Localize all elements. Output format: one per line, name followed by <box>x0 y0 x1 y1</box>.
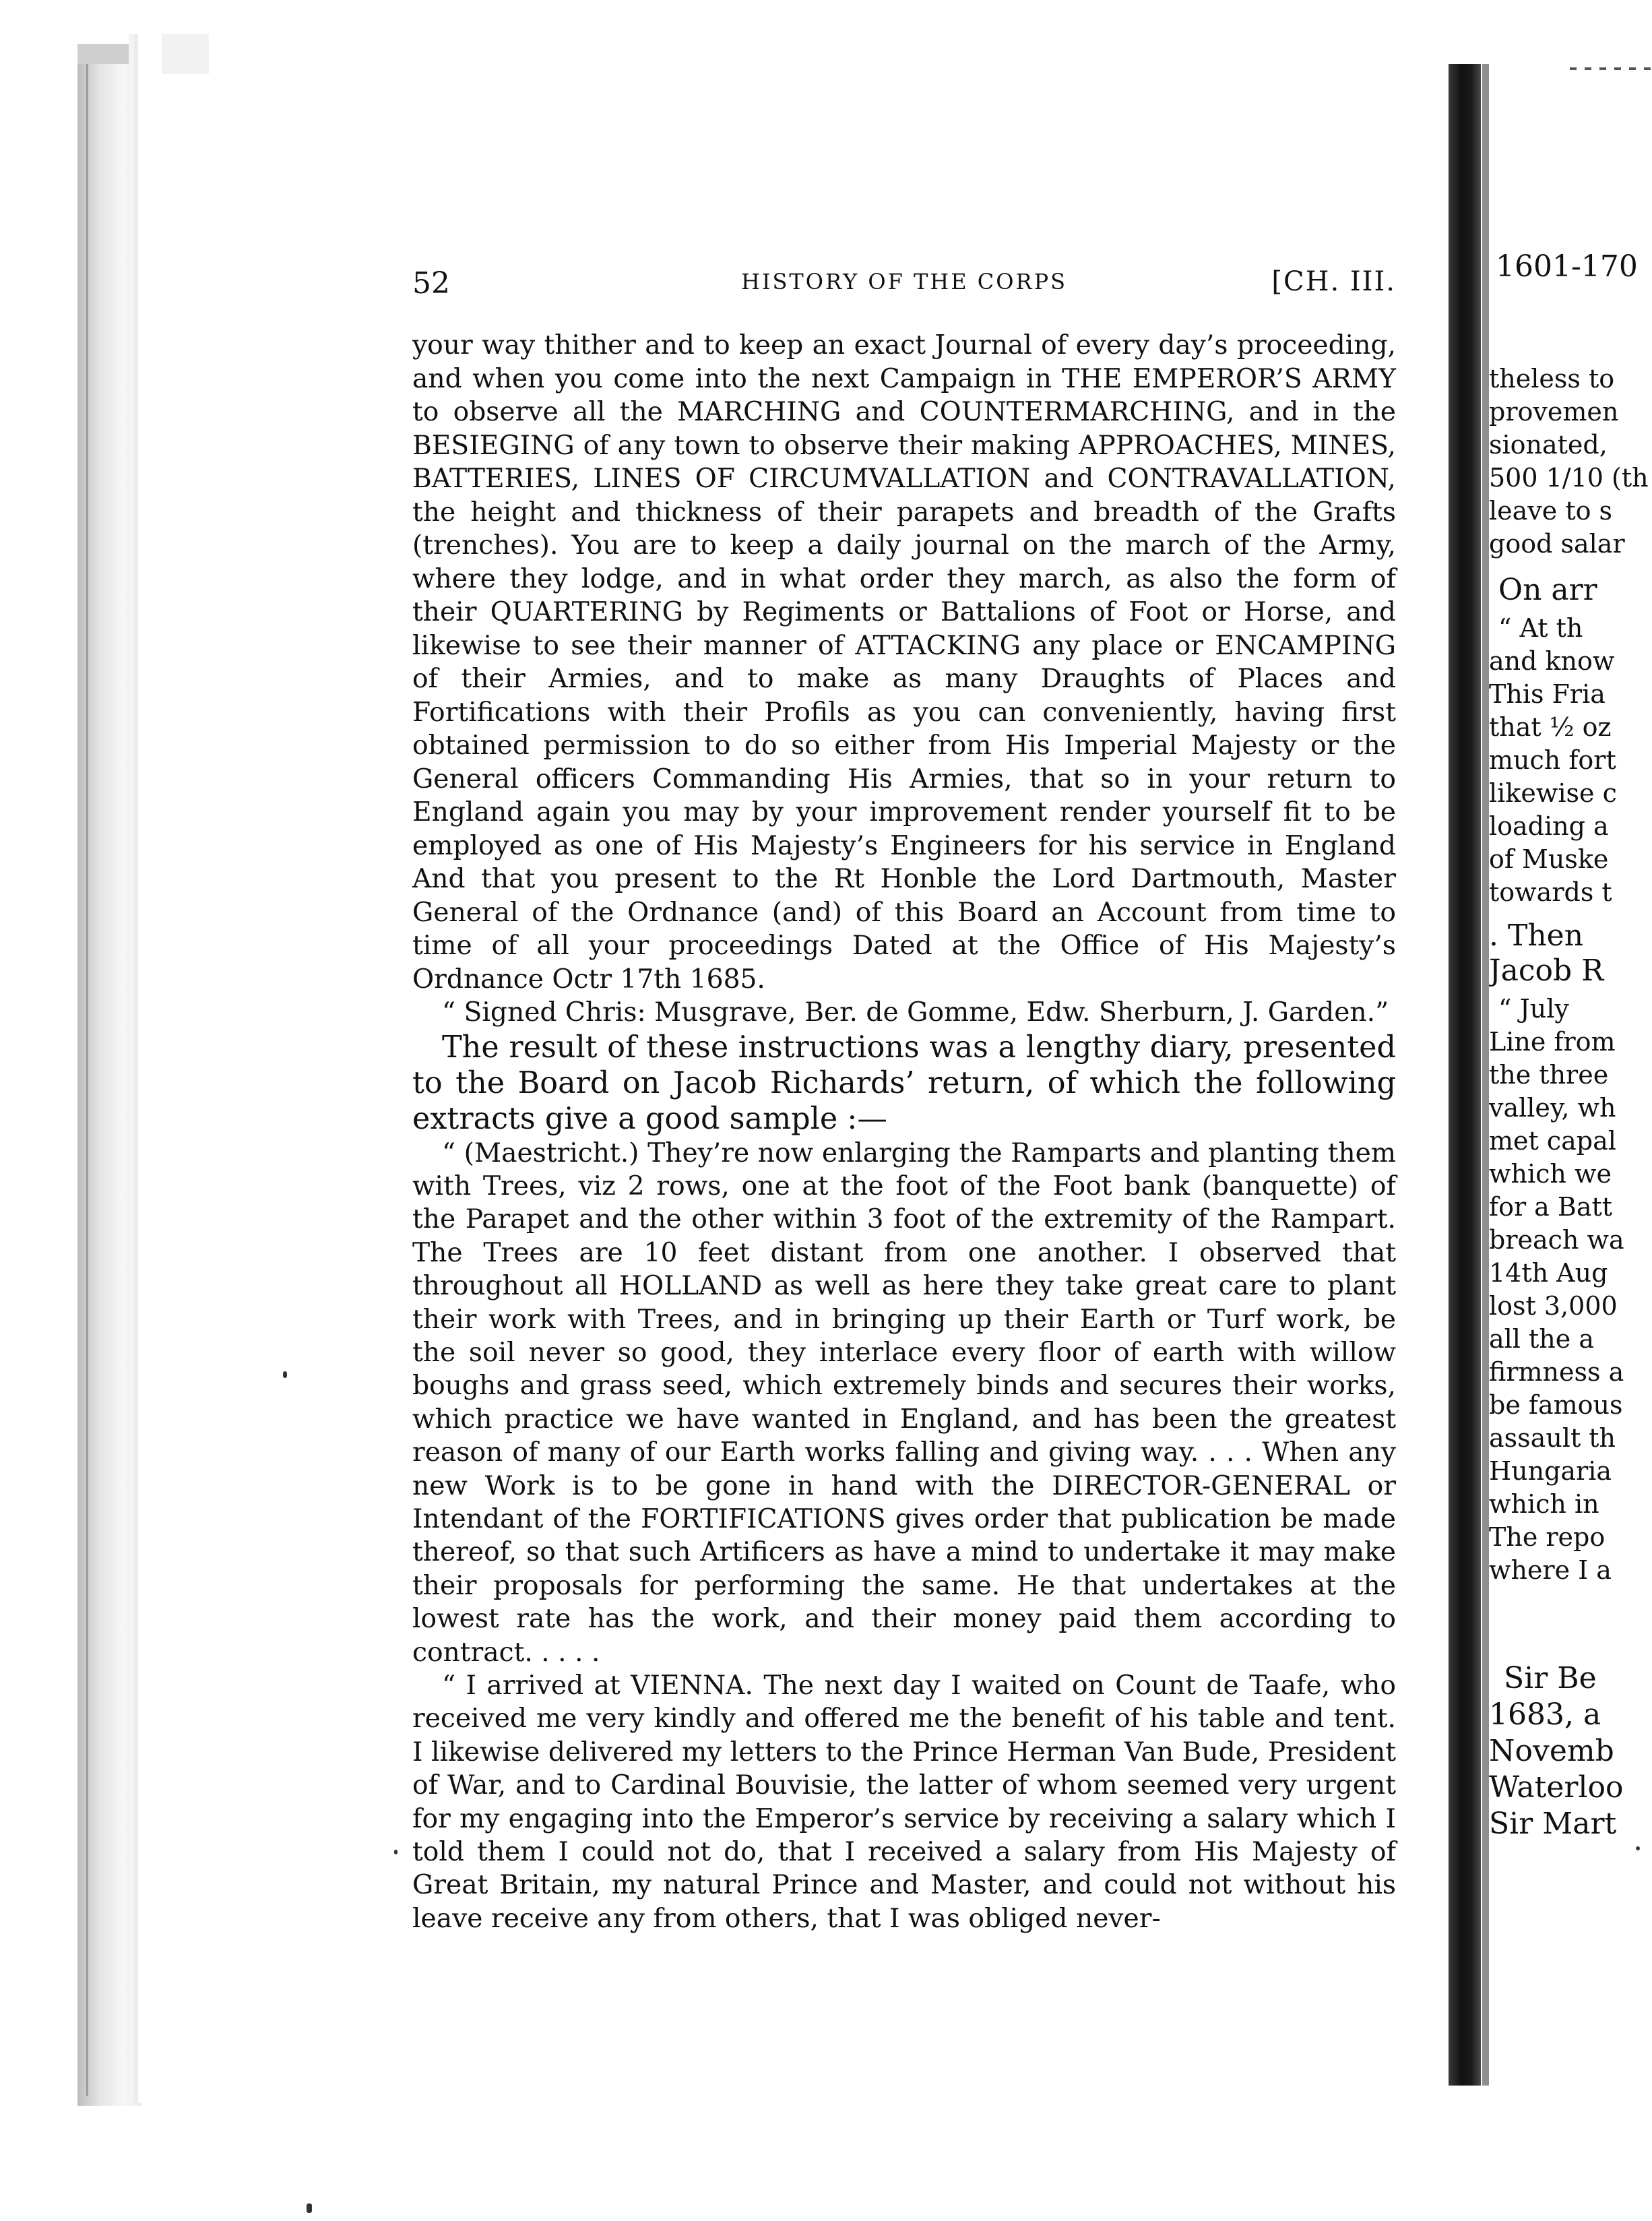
right-line: This Fria <box>1489 679 1606 709</box>
right-line: which we <box>1489 1159 1612 1189</box>
paragraph: The result of these instructions was a lengthy diary, presented to the Board on Jacob Richards’ return, of which the following extracts give a good sample :— <box>412 1030 1396 1136</box>
page-speck <box>307 2203 312 2213</box>
right-line: for a Batt <box>1489 1192 1613 1222</box>
right-line: firmness a <box>1489 1357 1624 1387</box>
right-line: Sir Be <box>1504 1661 1597 1695</box>
right-line: breach wa <box>1489 1225 1624 1255</box>
paragraph: “ Signed Chris: Musgrave, Ber. de Gomme, Edw. Sherburn, J. Garden.” <box>442 997 1389 1028</box>
right-page <box>1489 64 1652 2086</box>
right-line: Sir Mart <box>1489 1807 1617 1841</box>
right-line: assault th <box>1489 1423 1616 1453</box>
diary-extracts <box>412 1137 1396 1936</box>
right-line: 1683, a <box>1489 1697 1601 1732</box>
right-line: likewise c <box>1489 778 1617 808</box>
right-line: which in <box>1489 1489 1599 1519</box>
right-line: Hungaria <box>1489 1456 1612 1486</box>
right-line: and know <box>1489 646 1615 676</box>
right-line: towards t <box>1489 877 1612 907</box>
right-line: theless to <box>1489 364 1615 394</box>
right-line: of Muske <box>1489 844 1609 874</box>
page-speck <box>283 1371 287 1378</box>
right-line: good salar <box>1489 529 1625 559</box>
right-line: sionated, <box>1489 430 1608 460</box>
right-line: valley, wh <box>1489 1093 1616 1123</box>
page-speck <box>394 1850 398 1854</box>
right-line: . Then <box>1489 918 1584 953</box>
right-line: leave to s <box>1489 496 1613 526</box>
right-line: 500 1/10 (th <box>1489 463 1649 493</box>
instructions-quote <box>412 329 1396 1030</box>
right-line: Novemb <box>1489 1734 1614 1768</box>
page-corner <box>162 34 209 74</box>
book-gutter <box>1449 64 1481 2086</box>
right-line: “ July <box>1498 994 1569 1024</box>
right-line: provemen <box>1489 397 1619 427</box>
right-line: “ At th <box>1498 613 1583 643</box>
right-line: On arr <box>1498 573 1597 607</box>
chapter-label: [CH. III. <box>1271 266 1396 297</box>
main-text <box>412 329 1396 1935</box>
page-number: 52 <box>412 266 450 301</box>
right-line: the three <box>1489 1060 1609 1090</box>
paragraph: “ (Maestricht.) They’re now enlarging the Ramparts and planting them with Trees, viz 2 rows, one at the foot of the Foot bank (banquette) of the Parapet and the other within 3 foot of the extremity of the Rampart. The Trees are 10 feet distant from one another. I observed that throughout all HOLLAND as well as here they take great care to plant their work with Trees, and in bringing up their Earth or Turf work, be the soil never so good, they interlace every floor of earth with willow boughs and grass seed, which extremely binds and secures their works, which practice we have wanted in England, and has been the greatest reason of many of our Earth works falling and giving way. . . . When any new Work is to be gone in hand with the DIRECTOR-GENERAL or Intendant of the FORTIFICATIONS gives order that publication be made thereof, so that such Artificers as have a mind to undertake it may make their proposals for performing the same. He that undertakes at the lowest rate has the work, and their money paid them according to contract. . . . . <box>412 1137 1396 1668</box>
right-line: Jacob R <box>1489 953 1604 988</box>
right-line: where I a <box>1489 1555 1612 1585</box>
right-line: much fort <box>1489 745 1616 775</box>
right-line: lost 3,000 <box>1489 1291 1618 1321</box>
right-line: 14th Aug <box>1489 1258 1608 1288</box>
page-speck <box>1636 1846 1640 1850</box>
running-head <box>412 266 1396 300</box>
right-line: Line from <box>1489 1027 1616 1057</box>
narrative-paragraph <box>412 1030 1396 1137</box>
right-line: all the a <box>1489 1324 1595 1354</box>
right-page-header: 1601-170 <box>1496 249 1638 284</box>
right-line: that ½ oz <box>1489 712 1612 742</box>
page-mark <box>1570 67 1651 70</box>
right-line: met capal <box>1489 1126 1616 1156</box>
right-line: The repo <box>1489 1522 1606 1552</box>
paragraph: your way thither and to keep an exact Journal of every day’s proceeding, and when you come into the next Campaign in THE EMPEROR’S ARMY to observe all the MARCHING and COUNTERMARCHING, and in the BESIEGING of any town to observe their making APPROACHES, MINES, BATTERIES, LINES OF CIRCUMVALLATION and CONTRAVALLATION, the height and thickness of their parapets and breadth of the Grafts (trenches). You are to keep a daily journal on the march of the Army, where they lodge, and in what order they march, as also the form of their QUARTERING by Regiments or Battalions of Foot or Horse, and likewise to see their manner of ATTACKING any place or ENCAMPING of their Armies, and to make as many Draughts of Places and Fortifications with their Profils as you can conveniently, having first obtained permission to do so either from His Imperial Majesty or the General officers Commanding His Armies, that so in your return to England again you may by your improvement render yourself fit to be employed as one of His Majesty’s Engineers for his service in England And that you present to the Rt Honble the Lord Dartmouth, Master General of the Ordnance (and) of this Board an Account from time to time of all your proceedings Dated at the Office of His Majesty’s Ordnance Octr 17th 1685. <box>412 330 1396 995</box>
book-edge-line <box>86 54 88 2096</box>
right-line: Waterloo <box>1489 1770 1624 1805</box>
right-line: be famous <box>1489 1390 1623 1420</box>
gutter-highlight <box>1482 64 1489 2086</box>
running-title: HISTORY OF THE CORPS <box>740 269 1068 294</box>
right-line: loading a <box>1489 811 1609 841</box>
paragraph: “ I arrived at VIENNA. The next day I waited on Count de Taafe, who received me very kindly and offered me the benefit of his table and tent. I likewise delivered my letters to the Prince Herman Van Bude, President of War, and to Cardinal Bouvisie, the latter of whom seemed very urgent for my engaging into the Emperor’s service by receiving a salary which I told them I could not do, that I received a salary from His Majesty of Great Britain, my natural Prince and Master, and could not without his leave receive any from others, that I was obliged never- <box>412 1670 1396 1934</box>
